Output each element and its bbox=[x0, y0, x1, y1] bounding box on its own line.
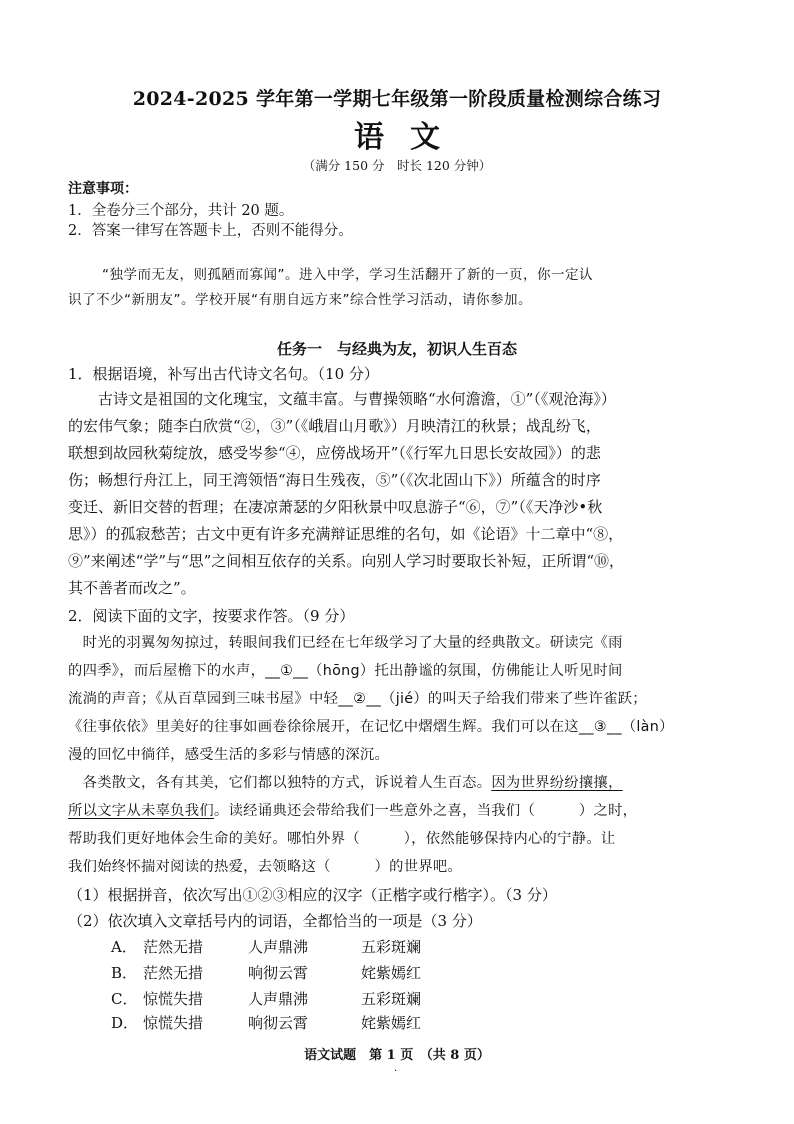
subject-title: 语文 bbox=[354, 120, 466, 155]
exam-meta: （满分 150 分 时长 120 分钟） bbox=[302, 158, 492, 173]
option-word: 姹紫嫣红 bbox=[361, 964, 422, 982]
question-2-stem: 2．阅读下面的文字，按要求作答。（9 分） bbox=[68, 607, 355, 625]
q1-line: 的宏伟气象；随李白欣赏“②，③”（《峨眉山月歌》）月映清江的秋景；战乱纷飞， bbox=[68, 417, 601, 435]
option-word: 惊慌失措 bbox=[143, 1014, 204, 1032]
q2-line: 流淌的声音；《从百草园到三味书屋》中轻__②__（jié）的叫天子给我们带来了些许雀跃； bbox=[68, 691, 647, 707]
underlined-sentence: 所以文字从未辜负我们 bbox=[68, 803, 214, 819]
exam-title: 2024-2025 学年第一学期七年级第一阶段质量检测综合练习 bbox=[132, 88, 662, 110]
q1-line: 其不善者而改之”。 bbox=[68, 579, 196, 597]
q1-line: 思》）的孤寂愁苦；古文中更有许多充满辩证思维的名句，如《论语》十二章中“⑧， bbox=[68, 525, 624, 543]
option-letter: C． bbox=[111, 990, 138, 1008]
notice-heading: 注意事项： bbox=[68, 181, 138, 197]
option-letter: A． bbox=[111, 938, 137, 956]
option-word: 姹紫嫣红 bbox=[361, 1014, 422, 1032]
option-word: 响彻云霄 bbox=[248, 964, 309, 982]
q2-line: 漫的回忆中徜徉，感受生活的多彩与情感的深沉。 bbox=[68, 747, 390, 763]
q2-sub-question-2: （2）依次填入文章括号内的词语，全都恰当的一项是（3 分） bbox=[68, 912, 482, 930]
q2-paragraph-line: 帮助我们更好地体会生命的美好。哪怕外界（ ），依然能够保持内心的宁静。让 bbox=[68, 831, 616, 847]
option-word: 茫然无措 bbox=[143, 964, 204, 982]
q1-line: 古诗文是祖国的文化瑰宝，文蕴丰富。与曹操领略“水何澹澹，①”（《观沧海》） bbox=[68, 390, 616, 408]
q2-text: 各类散文，各有其美，它们都以独特的方式，诉说着人生百态。 bbox=[68, 775, 492, 791]
q1-line: 伤；畅想行舟江上，同王湾领悟“海日生残夜，⑤”（《次北固山下》）所蕴含的时序 bbox=[68, 471, 601, 489]
q2-line: 《往事依依》里美好的往事如画卷徐徐展开，在记忆中熠熠生辉。我们可以在这__③__（làn） bbox=[68, 719, 674, 735]
page-footer: 语文试题 第 1 页 （共 8 页） bbox=[304, 1048, 490, 1063]
q2-line: 时光的羽翼匆匆掠过，转眼间我们已经在七年级学习了大量的经典散文。研读完《雨 bbox=[68, 635, 623, 651]
option-word: 茫然无措 bbox=[143, 938, 204, 956]
underlined-sentence: 因为世界纷纷攘攘， bbox=[491, 775, 623, 791]
option-letter: B． bbox=[111, 964, 138, 982]
task-title: 任务一 与经典为友，初识人生百态 bbox=[276, 340, 517, 358]
option-word: 人声鼎沸 bbox=[248, 938, 309, 956]
q1-line: ⑨”来阐述“学”与“思”之间相互依存的关系。向别人学习时要取长补短，正所谓“⑩， bbox=[68, 552, 625, 570]
footer-dot: · bbox=[394, 1066, 398, 1077]
q1-line: 变迁、新旧交替的哲理；在凄凉萧瑟的夕阳秋景中叹息游子“⑥，⑦”（《天净沙•秋 bbox=[68, 498, 603, 516]
option-word: 五彩斑斓 bbox=[361, 938, 422, 956]
option-letter: D． bbox=[111, 1014, 139, 1032]
option-word: 惊慌失措 bbox=[143, 990, 204, 1008]
q2-paragraph-line bbox=[68, 772, 623, 792]
question-1-stem: 1．根据语境，补写出古代诗文名句。（10 分） bbox=[68, 365, 379, 383]
q2-paragraph-line bbox=[68, 800, 637, 820]
q2-sub-question-1: （1）根据拼音，依次写出①②③相应的汉字（正楷字或行楷字）。（3 分） bbox=[68, 886, 557, 904]
option-word: 响彻云霄 bbox=[248, 1014, 309, 1032]
intro-line: 识了不少“新朋友”。学校开展“有朋自远方来”综合性学习活动，请你参加。 bbox=[68, 292, 532, 308]
q2-text: 。读经诵典还会带给我们一些意外之喜，当我们（ ）之时， bbox=[213, 803, 638, 819]
notice-item: 1．全卷分三个部分，共计 20 题。 bbox=[68, 203, 294, 219]
q1-line: 联想到故园秋菊绽放，感受岑参“④，应傍战场开”（《行军九日思长安故园》）的悲 bbox=[68, 444, 601, 462]
option-word: 人声鼎沸 bbox=[248, 990, 309, 1008]
option-word: 五彩斑斓 bbox=[361, 990, 422, 1008]
notice-item: 2．答案一律写在答题卡上，否则不能得分。 bbox=[68, 223, 353, 239]
q2-line: 的四季》，而后屋檐下的水声，__①__（hōng）托出静谧的氛围，仿佛能让人听见时间 bbox=[68, 663, 623, 679]
intro-line: “独学而无友，则孤陋而寡闻”。进入中学，学习生活翻开了新的一页，你一定认 bbox=[102, 267, 593, 283]
q2-paragraph-line: 我们始终怀揣对阅读的热爱，去领略这（ ）的世界吧。 bbox=[68, 859, 463, 875]
